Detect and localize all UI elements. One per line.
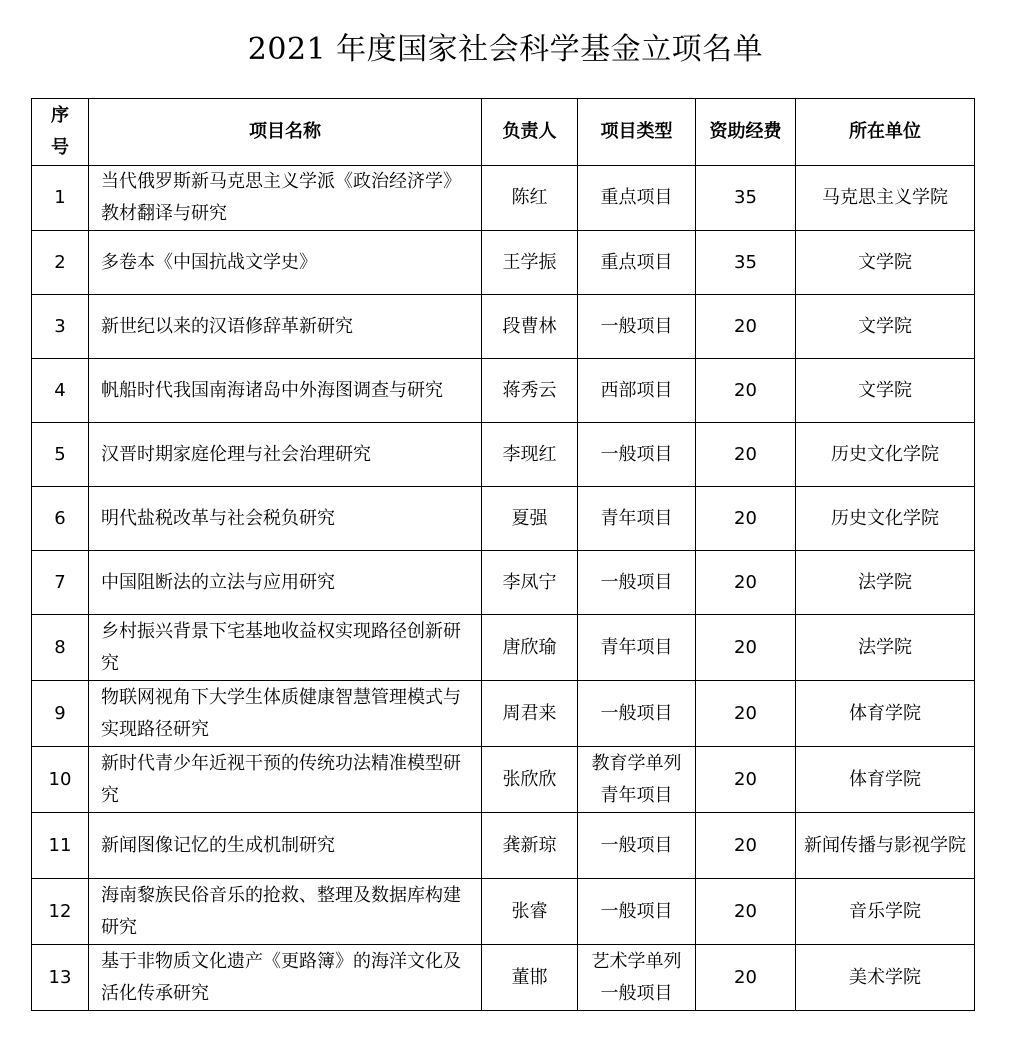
row-index-cell: 11	[32, 813, 89, 879]
row-project-cell: 多卷本《中国抗战文学史》	[89, 231, 482, 295]
row-index-cell: 4	[32, 359, 89, 423]
row-funding-cell: 20	[696, 295, 796, 359]
row-unit-cell: 历史文化学院	[796, 423, 975, 487]
row-funding-cell: 35	[696, 231, 796, 295]
row-funding-cell: 20	[696, 813, 796, 879]
row-leader-cell: 陈红	[482, 166, 578, 231]
row-unit-cell: 体育学院	[796, 747, 975, 813]
table-row	[32, 747, 975, 813]
row-unit-cell: 马克思主义学院	[796, 166, 975, 231]
row-index-cell: 1	[32, 166, 89, 231]
row-type-cell: 一般项目	[578, 551, 696, 615]
header-index: 序 号	[32, 99, 89, 166]
table-row	[32, 681, 975, 747]
header-funding: 资助经费	[696, 99, 796, 166]
row-type-cell: 一般项目	[578, 423, 696, 487]
table-header-row	[32, 99, 975, 166]
row-project-cell: 明代盐税改革与社会税负研究	[89, 487, 482, 551]
row-index-cell: 9	[32, 681, 89, 747]
row-project-cell: 汉晋时期家庭伦理与社会治理研究	[89, 423, 482, 487]
row-unit-cell: 法学院	[796, 615, 975, 681]
row-project-cell: 新世纪以来的汉语修辞革新研究	[89, 295, 482, 359]
row-index-cell: 13	[32, 945, 89, 1011]
row-project-cell: 基于非物质文化遗产《更路簿》的海洋文化及活化传承研究	[89, 945, 482, 1011]
row-leader-cell: 李凤宁	[482, 551, 578, 615]
row-unit-cell: 新闻传播与影视学院	[796, 813, 975, 879]
row-unit-cell: 历史文化学院	[796, 487, 975, 551]
row-project-cell: 帆船时代我国南海诸岛中外海图调查与研究	[89, 359, 482, 423]
row-index-cell: 10	[32, 747, 89, 813]
row-funding-cell: 20	[696, 879, 796, 945]
table-row	[32, 945, 975, 1011]
table-body	[32, 166, 975, 1011]
row-leader-cell: 龚新琼	[482, 813, 578, 879]
row-unit-cell: 体育学院	[796, 681, 975, 747]
table-row	[32, 551, 975, 615]
table-row	[32, 423, 975, 487]
row-funding-cell: 20	[696, 359, 796, 423]
row-funding-cell: 20	[696, 551, 796, 615]
header-project: 项目名称	[89, 99, 482, 166]
row-leader-cell: 夏强	[482, 487, 578, 551]
row-project-cell: 当代俄罗斯新马克思主义学派《政治经济学》教材翻译与研究	[89, 166, 482, 231]
row-unit-cell: 文学院	[796, 231, 975, 295]
row-type-cell: 重点项目	[578, 231, 696, 295]
row-leader-cell: 董邯	[482, 945, 578, 1011]
row-type-cell: 青年项目	[578, 615, 696, 681]
row-project-cell: 中国阻断法的立法与应用研究	[89, 551, 482, 615]
row-type-cell: 西部项目	[578, 359, 696, 423]
table-row	[32, 359, 975, 423]
row-index-cell: 7	[32, 551, 89, 615]
table-row	[32, 166, 975, 231]
table-row	[32, 879, 975, 945]
row-leader-cell: 段曹林	[482, 295, 578, 359]
row-type-cell: 一般项目	[578, 813, 696, 879]
row-project-cell: 物联网视角下大学生体质健康智慧管理模式与实现路径研究	[89, 681, 482, 747]
row-index-cell: 5	[32, 423, 89, 487]
row-type-cell: 一般项目	[578, 295, 696, 359]
table-row	[32, 231, 975, 295]
table-row	[32, 813, 975, 879]
row-funding-cell: 35	[696, 166, 796, 231]
row-type-cell: 青年项目	[578, 487, 696, 551]
row-leader-cell: 王学振	[482, 231, 578, 295]
row-funding-cell: 20	[696, 423, 796, 487]
row-unit-cell: 文学院	[796, 359, 975, 423]
table-row	[32, 295, 975, 359]
table-row	[32, 487, 975, 551]
table-row	[32, 615, 975, 681]
page-title: 2021 年度国家社会科学基金立项名单	[247, 32, 764, 67]
row-funding-cell: 20	[696, 945, 796, 1011]
header-leader: 负责人	[482, 99, 578, 166]
row-index-cell: 8	[32, 615, 89, 681]
row-project-cell: 海南黎族民俗音乐的抢救、整理及数据库构建研究	[89, 879, 482, 945]
row-type-cell: 重点项目	[578, 166, 696, 231]
row-funding-cell: 20	[696, 487, 796, 551]
row-funding-cell: 20	[696, 747, 796, 813]
row-leader-cell: 蒋秀云	[482, 359, 578, 423]
row-unit-cell: 法学院	[796, 551, 975, 615]
header-type: 项目类型	[578, 99, 696, 166]
row-project-cell: 新闻图像记忆的生成机制研究	[89, 813, 482, 879]
row-leader-cell: 李现红	[482, 423, 578, 487]
row-unit-cell: 音乐学院	[796, 879, 975, 945]
row-type-cell: 一般项目	[578, 879, 696, 945]
row-index-cell: 6	[32, 487, 89, 551]
row-index-cell: 12	[32, 879, 89, 945]
row-type-cell: 教育学单列青年项目	[578, 747, 696, 813]
row-unit-cell: 美术学院	[796, 945, 975, 1011]
row-leader-cell: 周君来	[482, 681, 578, 747]
row-index-cell: 2	[32, 231, 89, 295]
row-leader-cell: 唐欣瑜	[482, 615, 578, 681]
header-unit: 所在单位	[796, 99, 975, 166]
row-leader-cell: 张欣欣	[482, 747, 578, 813]
row-unit-cell: 文学院	[796, 295, 975, 359]
project-table	[31, 98, 975, 1011]
row-index-cell: 3	[32, 295, 89, 359]
row-project-cell: 新时代青少年近视干预的传统功法精准模型研究	[89, 747, 482, 813]
row-leader-cell: 张睿	[482, 879, 578, 945]
row-project-cell: 乡村振兴背景下宅基地收益权实现路径创新研究	[89, 615, 482, 681]
row-type-cell: 一般项目	[578, 681, 696, 747]
row-funding-cell: 20	[696, 681, 796, 747]
row-funding-cell: 20	[696, 615, 796, 681]
row-type-cell: 艺术学单列一般项目	[578, 945, 696, 1011]
